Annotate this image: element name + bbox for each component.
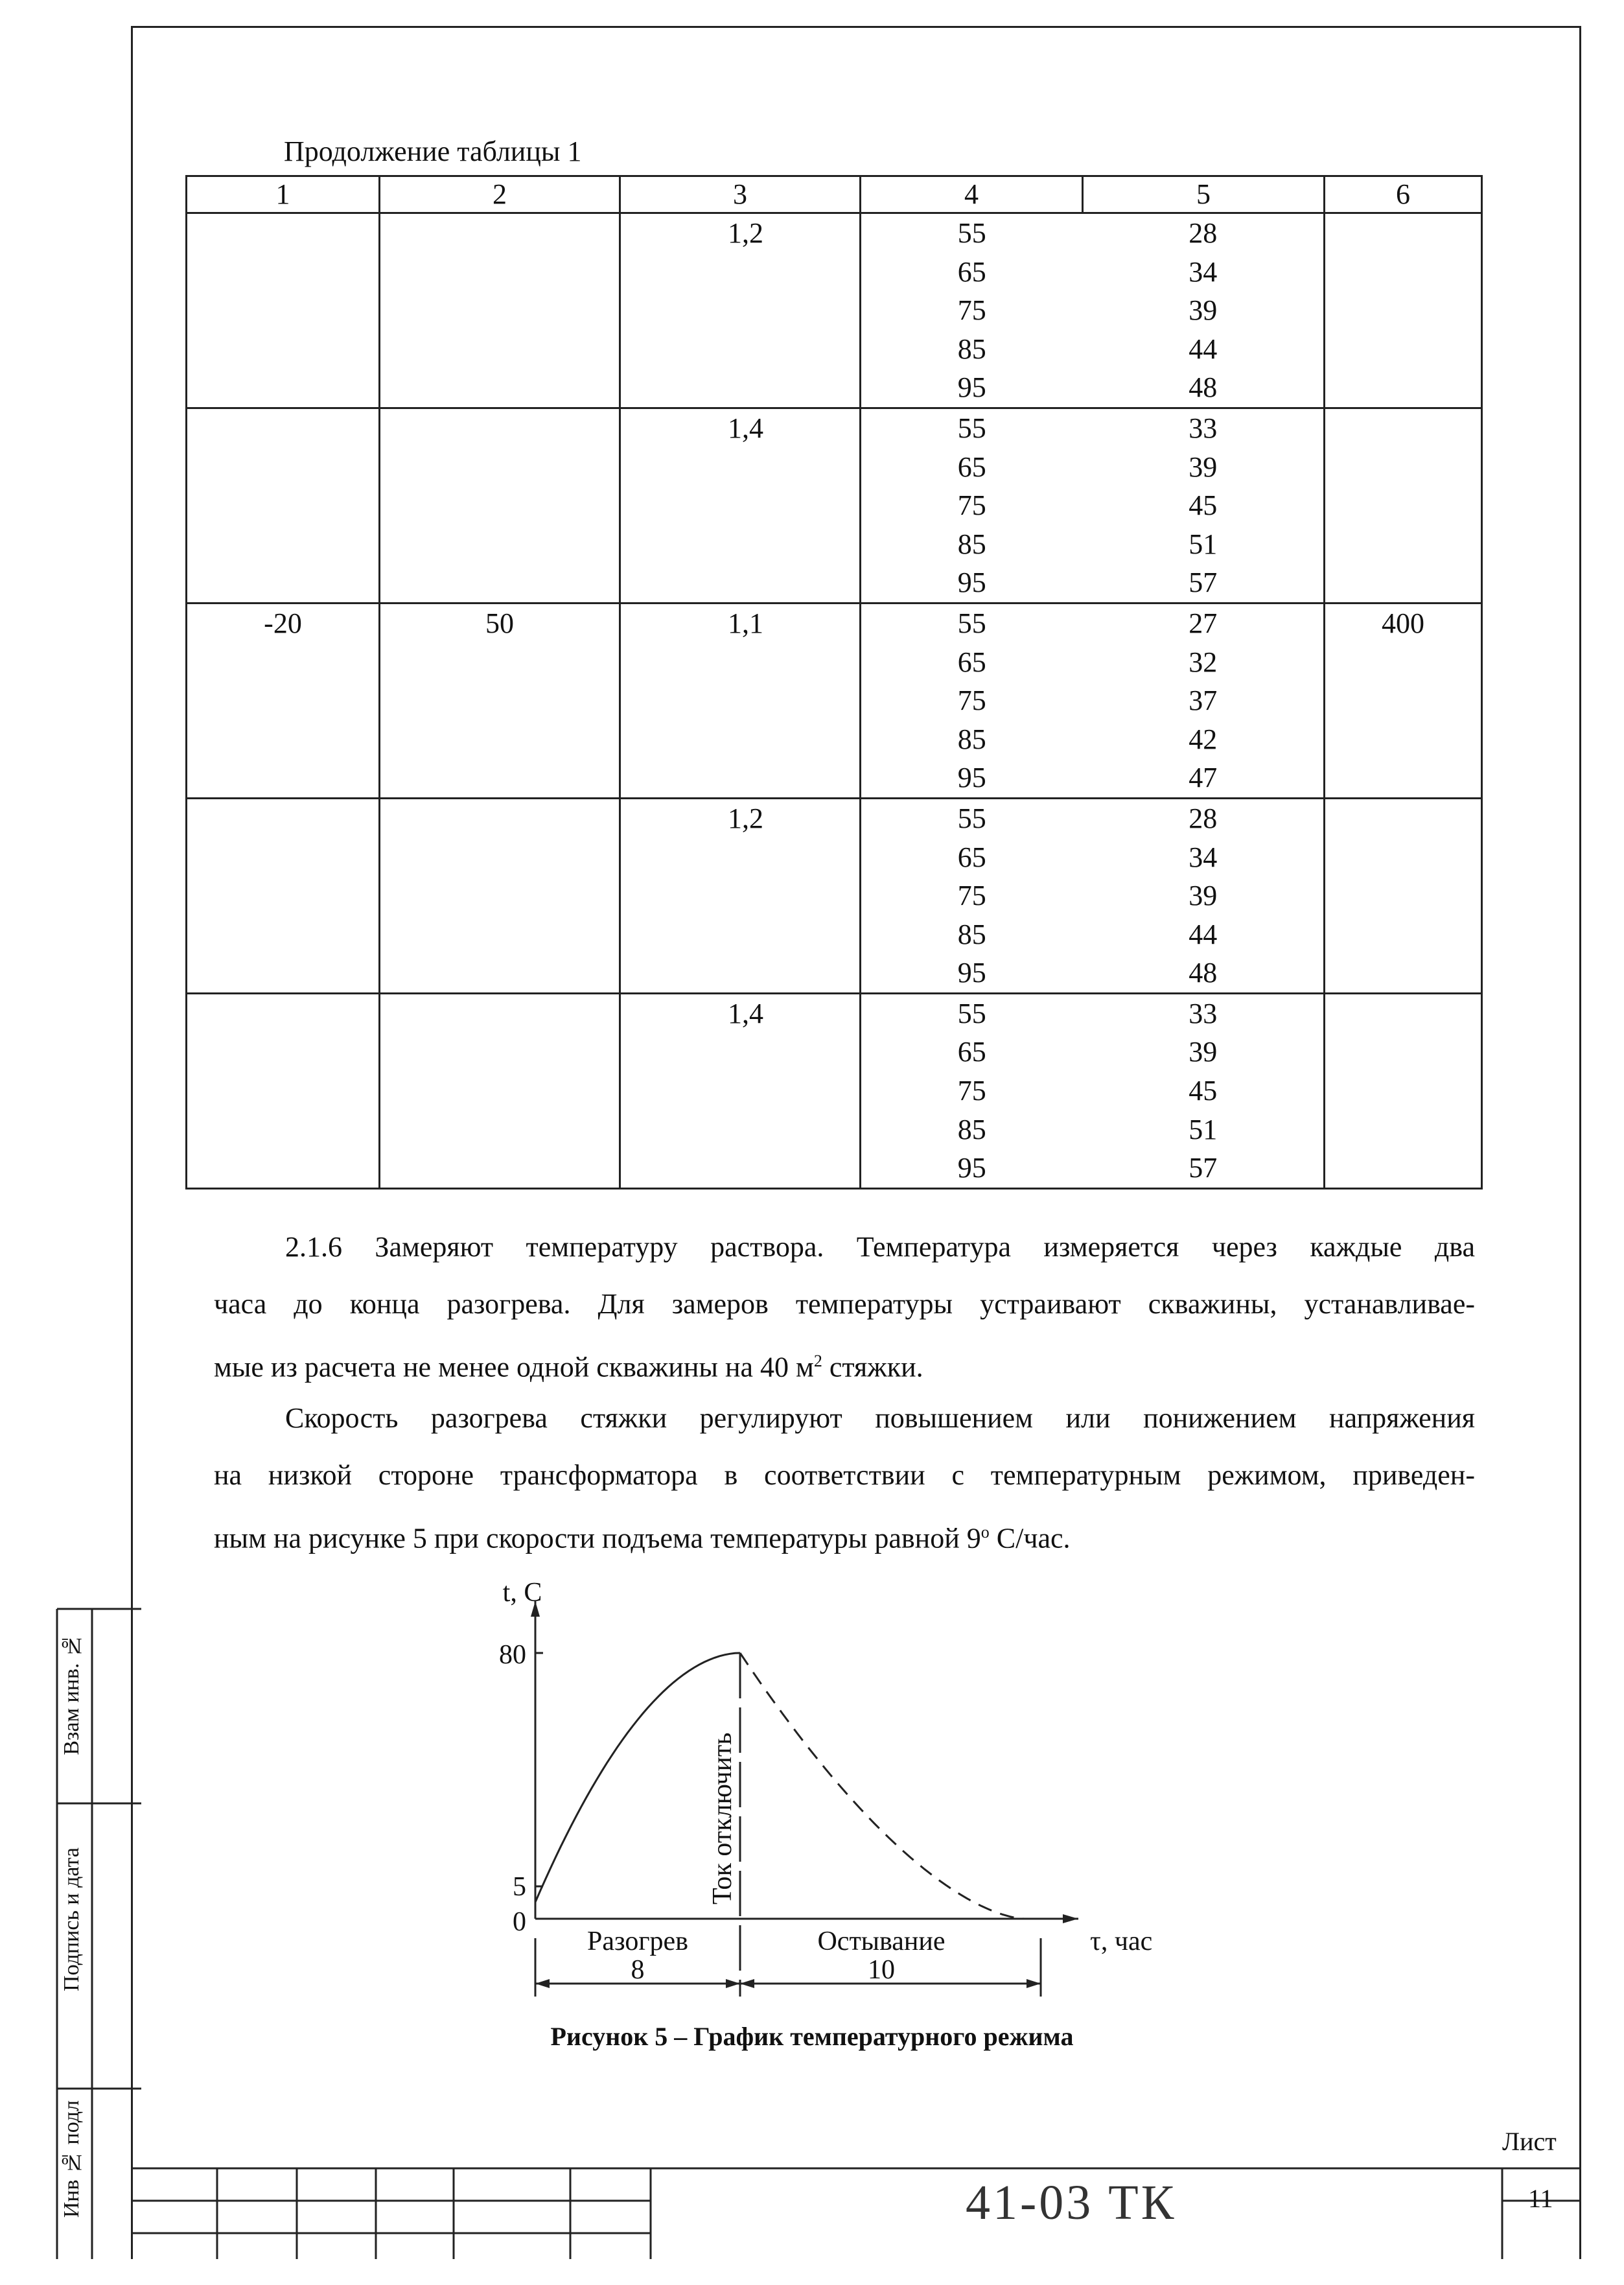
paragraph-line: С/час. <box>989 1522 1071 1554</box>
switch-off-label: Ток отключить <box>708 1732 737 1904</box>
cell-value: 65 <box>957 1036 986 1068</box>
y-tick-label-80: 80 <box>499 1640 526 1670</box>
y-tick-label-5: 5 <box>513 1872 526 1902</box>
dim-arrow <box>726 1979 740 1988</box>
cell-value: 95 <box>957 371 986 404</box>
cell-value: 44 <box>1189 918 1218 950</box>
paragraph-line: часа до конца разогрева. Для замеров температуры устраивают скважины, устанавливае- <box>214 1288 1475 1320</box>
col-header: 6 <box>1325 176 1482 213</box>
x-axis-arrow <box>1063 1914 1078 1923</box>
cell-value: 45 <box>1189 489 1218 522</box>
cell-value: 57 <box>1189 567 1218 599</box>
cell-value: 44 <box>1189 333 1218 365</box>
side-label-vzam: Взам инв. № <box>60 1634 84 1755</box>
paragraph-line: стяжки. <box>822 1351 923 1383</box>
col-header: 3 <box>620 176 861 213</box>
cell-value: 75 <box>957 1075 986 1107</box>
cell-value: 55 <box>957 802 986 834</box>
cell-col3: 1,4 <box>620 993 861 1188</box>
cell-value: 65 <box>957 841 986 873</box>
cell-value: 37 <box>1189 685 1218 717</box>
col-header: 4 <box>861 176 1083 213</box>
cell-value: 65 <box>957 451 986 483</box>
cell-value: 85 <box>957 918 986 950</box>
cell-value: 45 <box>1189 1075 1218 1107</box>
sheet-number: 11 <box>1528 2184 1553 2213</box>
cell-col3: 1,1 <box>620 603 861 798</box>
col-header: 2 <box>380 176 620 213</box>
cell-col1: -20 <box>187 603 380 798</box>
cell-col6: 400 <box>1325 603 1482 798</box>
cell-value: 85 <box>957 723 986 755</box>
y-tick-label-0: 0 <box>513 1907 526 1937</box>
cell-value: 48 <box>1189 371 1218 404</box>
cell-value: 39 <box>1189 451 1218 483</box>
paragraph-line: на низкой стороне трансформатора в соответствии с температурным режимом, приведен- <box>214 1459 1475 1491</box>
paragraph-line: Скорость разогрева стяжки регулируют повышением или понижением напряжения <box>285 1402 1475 1434</box>
cell-value: 39 <box>1189 1036 1218 1068</box>
document-code: 41-03 ТК <box>966 2175 1177 2230</box>
side-label-podpis: Подпись и дата <box>60 1847 84 1991</box>
y-axis-label: t, С <box>502 1578 542 1608</box>
cell-value: 33 <box>1189 412 1218 444</box>
cell-value: 51 <box>1189 528 1218 560</box>
cell-value: 75 <box>957 489 986 522</box>
table-caption: Продолжение таблицы 1 <box>284 135 582 167</box>
cell-value: 75 <box>957 294 986 327</box>
cell-value: 95 <box>957 957 986 989</box>
cell-value: 27 <box>1189 607 1218 639</box>
cell-value: 65 <box>957 646 986 678</box>
cell-value: 95 <box>957 1152 986 1184</box>
cell-value: 57 <box>1189 1152 1218 1184</box>
cell-value: 75 <box>957 685 986 717</box>
cell-value: 34 <box>1189 255 1218 288</box>
cell-value: 55 <box>957 997 986 1029</box>
cell-value: 28 <box>1189 802 1218 834</box>
phase-duration-cooling: 10 <box>868 1955 895 1985</box>
cell-value: 51 <box>1189 1113 1218 1145</box>
paragraph-line: ным на рисунке 5 при скорости подъема температуры равной 9 <box>214 1522 981 1554</box>
cell-value: 39 <box>1189 294 1218 327</box>
cell-value: 65 <box>957 255 986 288</box>
col-header: 1 <box>187 176 380 213</box>
cell-col3: 1,2 <box>620 213 861 408</box>
cell-value: 39 <box>1189 880 1218 912</box>
x-axis-label: τ, час <box>1090 1927 1153 1956</box>
cell-col2: 50 <box>380 603 620 798</box>
cell-value: 85 <box>957 1113 986 1145</box>
cell-col3: 1,2 <box>620 798 861 993</box>
sheet-label: Лист <box>1502 2127 1557 2156</box>
cell-value: 55 <box>957 412 986 444</box>
cell-col3: 1,4 <box>620 408 861 603</box>
col-header: 5 <box>1083 176 1325 213</box>
superscript: o <box>980 1523 990 1541</box>
dim-arrow <box>535 1979 550 1988</box>
cell-value: 75 <box>957 880 986 912</box>
figure-caption: Рисунок 5 – График температурного режима <box>550 2022 1074 2051</box>
paragraph-line: мые из расчета не менее одной скважины на 40 м <box>214 1351 814 1383</box>
cell-value: 95 <box>957 762 986 794</box>
dim-arrow <box>1027 1979 1041 1988</box>
cell-value: 32 <box>1189 646 1218 678</box>
cooling-curve <box>740 1653 1024 1919</box>
cell-value: 85 <box>957 333 986 365</box>
phase-duration-heating: 8 <box>631 1955 645 1985</box>
phase-label-heating: Разогрев <box>586 1927 689 1956</box>
phase-label-cooling: Остывание <box>817 1927 945 1956</box>
superscript: 2 <box>813 1352 822 1370</box>
cell-value: 42 <box>1189 723 1218 755</box>
cell-value: 95 <box>957 567 986 599</box>
cell-value: 48 <box>1189 957 1218 989</box>
paragraph-line: 2.1.6 Замеряют температуру раствора. Температура измеряется через каждые два <box>285 1231 1475 1263</box>
side-label-inv: Инв № подл <box>60 2100 84 2218</box>
cell-value: 85 <box>957 528 986 560</box>
cell-value: 47 <box>1189 762 1218 794</box>
cell-value: 34 <box>1189 841 1218 873</box>
cell-value: 33 <box>1189 997 1218 1029</box>
cell-value: 28 <box>1189 217 1218 249</box>
dim-arrow <box>740 1979 754 1988</box>
cell-value: 55 <box>957 217 986 249</box>
cell-value: 55 <box>957 607 986 639</box>
